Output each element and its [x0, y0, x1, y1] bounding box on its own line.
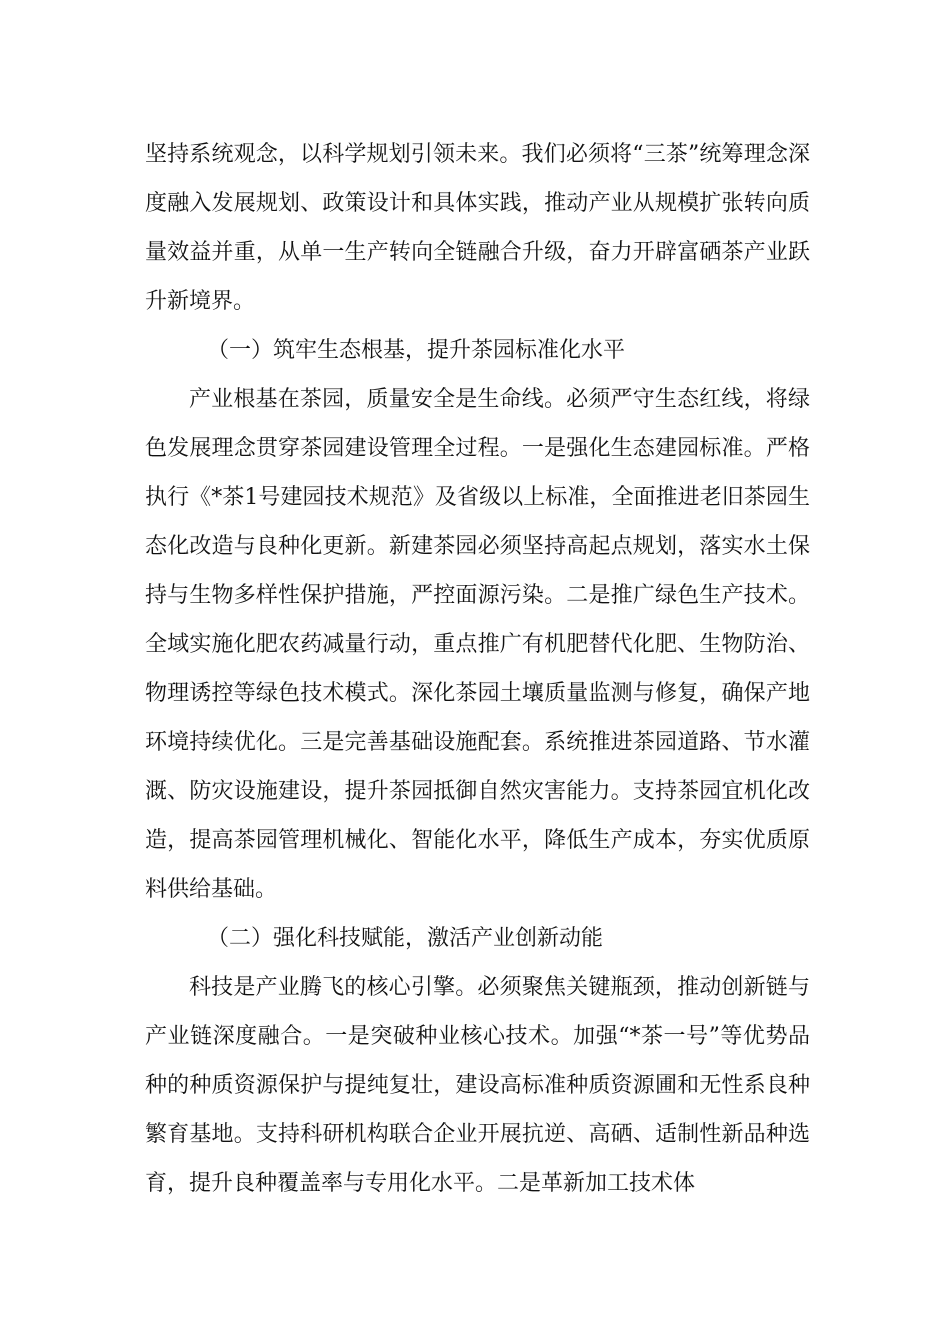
paragraph-section-2: 科技是产业腾飞的核心引擎。必须聚焦关键瓶颈，推动创新链与产业链深度融合。一是突破种业核心技术。加强“*茶一号”等优势品种的种质资源保护与提纯复壮，建设高标准种质资源圃和无性系良种繁育基地。支持科研机构联合企业开展抗逆、高硒、适制性新品种选育，提升良种覆盖率与专用化水平。二是革新加工技术体	[145, 975, 810, 1196]
document-body	[145, 130, 810, 1208]
paragraph-intro: 坚持系统观念，以科学规划引领未来。我们必须将“三茶”统筹理念深度融入发展规划、政策设计和具体实践，推动产业从规模扩张转向质量效益并重，从单一生产转向全链融合升级，奋力开辟富硒茶产业跃升新境界。	[145, 142, 810, 314]
section-heading-1: （一）筑牢生态根基，提升茶园标准化水平	[207, 338, 626, 363]
paragraph-section-1: 产业根基在茶园，质量安全是生命线。必须严守生态红线，将绿色发展理念贯穿茶园建设管理全过程。一是强化生态建园标准。严格执行《*茶1号建园技术规范》及省级以上标准，全面推进老旧茶园生态化改造与良种化更新。新建茶园必须坚持高起点规划，落实水土保持与生物多样性保护措施，严控面源污染。二是推广绿色生产技术。全域实施化肥农药减量行动，重点推广有机肥替代化肥、生物防治、物理诱控等绿色技术模式。深化茶园土壤质量监测与修复，确保产地环境持续优化。三是完善基础设施配套。系统推进茶园道路、节水灌溉、防灾设施建设，提升茶园抵御自然灾害能力。支持茶园宜机化改造，提高茶园管理机械化、智能化水平，降低生产成本，夯实优质原料供给基础。	[145, 387, 810, 902]
section-heading-2: （二）强化科技赋能，激活产业创新动能	[207, 926, 604, 951]
